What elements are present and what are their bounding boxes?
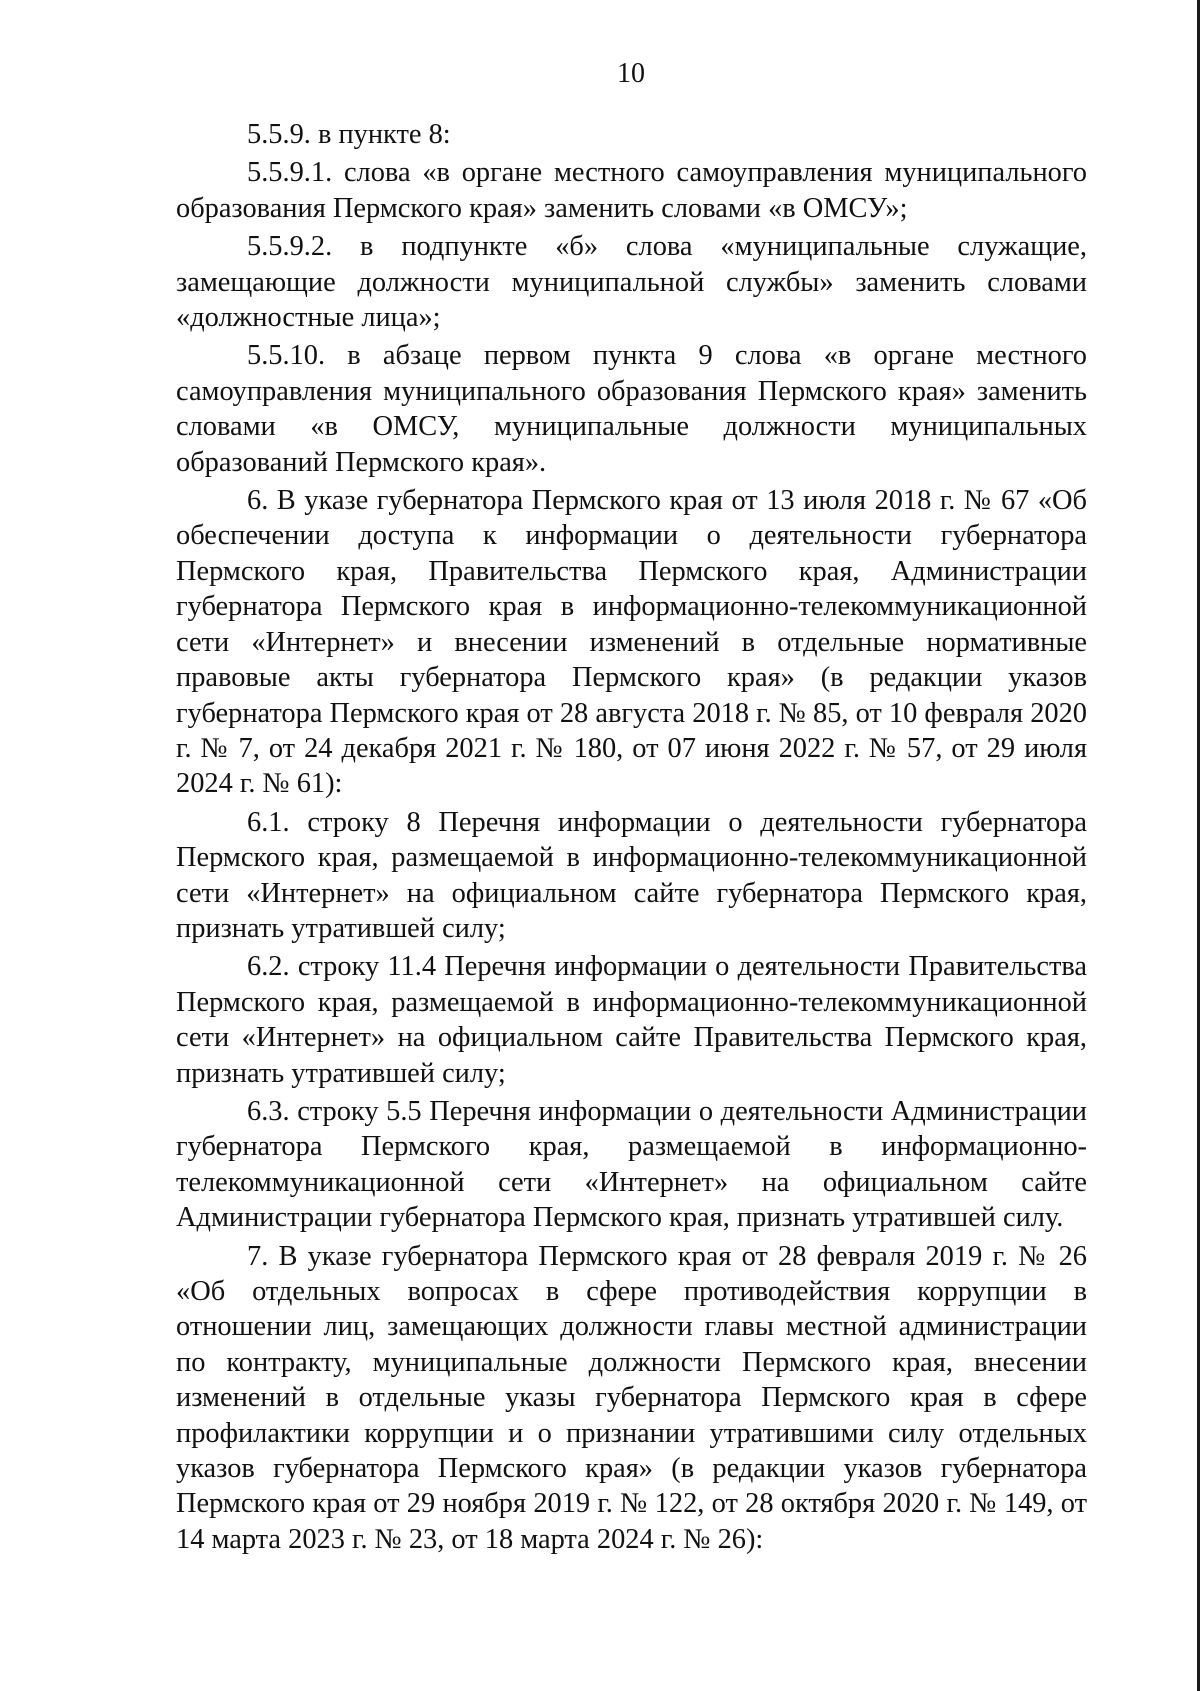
paragraph-6-2: 6.2. строку 11.4 Перечня информации о деятельности Правительства Пермского края, размещаемой в информационно-телекоммуникационной сети «Интернет» на официальном сайте Правительства Пермского края, признать утратившей силу;: [176, 951, 1087, 1089]
paragraph-5-5-9-2: 5.5.9.2. в подпункте «б» слова «муниципальные служащие, замещающие должности муниципальной службы» заменить словами «должностные лица»;: [176, 231, 1087, 334]
paragraph-5-5-10: 5.5.10. в абзаце первом пункта 9 слова «в органе местного самоуправления муниципального образования Пермского края» заменить словами «в ОМСУ, муниципальные должности муниципальных образований Пермского края».: [176, 340, 1087, 478]
paragraph-6-3: 6.3. строку 5.5 Перечня информации о деятельности Администрации губернатора Пермского края, размещаемой в информационно-телекоммуникационной сети «Интернет» на официальном сайте Администрации губернатора Пермского края, признать утратившей силу.: [176, 1095, 1087, 1234]
paragraph-6-1: 6.1. строку 8 Перечня информации о деятельности губернатора Пермского края, размещаемой в информационно-телекоммуникационной сети «Интернет» на официальном сайте губернатора Пермского края, признать утратившей силу;: [176, 806, 1087, 944]
page-number: 10: [617, 58, 645, 89]
document-body: [176, 117, 1087, 1560]
paragraph-7: 7. В указе губернатора Пермского края от 28 февраля 2019 г. № 26 «Об отдельных вопросах в сфере противодействия коррупции в отношении лиц, замещающих должности главы местной администрации по контракту, муниципальные должности Пермского края, внесении изменений в отдельные указы губернатора Пермского края в сфере профилактики коррупции и о признании утратившими силу отдельных указов губернатора Пермского края» (в редакции указов губернатора Пермского края от 29 ноября 2019 г. № 122, от 28 октября 2020 г. № 149, от 14 марта 2023 г. № 23, от 18 марта 2024 г. № 26):: [176, 1240, 1087, 1555]
paragraph-5-5-9-1: 5.5.9.1. слова «в органе местного самоуправления муниципального образования Пермского края» заменить словами «в ОМСУ»;: [176, 157, 1087, 224]
paragraph-6: 6. В указе губернатора Пермского края от 13 июля 2018 г. № 67 «Об обеспечении доступа к информации о деятельности губернатора Пермского края, Правительства Пермского края, Администрации губернатора Пермского края в информационно-телекоммуникационной сети «Интернет» и внесении изменений в отдельные нормативные правовые акты губернатора Пермского края» (в редакции указов губернатора Пермского края от 28 августа 2018 г. № 85, от 10 февраля 2020 г. № 7, от 24 декабря 2021 г. № 180, от 07 июня 2022 г. № 57, от 29 июля 2024 г. № 61):: [176, 485, 1087, 800]
paragraph-5-5-9: 5.5.9. в пункте 8:: [247, 119, 451, 150]
